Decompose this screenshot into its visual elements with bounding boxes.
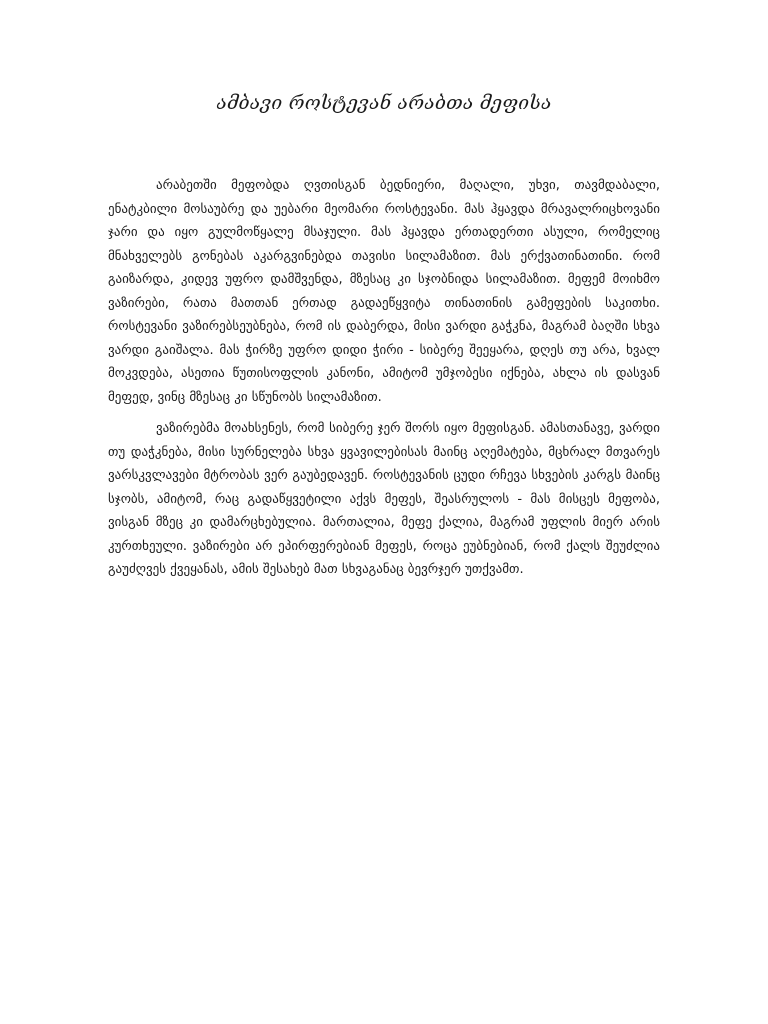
paragraph-2: ვაზირებმა მოახსენეს, რომ სიბერე ჯერ შორს იყო მეფისგან. ამასთანავე, ვარდი თუ დაჭკნება, მისი სურნელება სხვა ყვავილებისას მაინც აღემატება, მცხრალ მთვარეს ვარსკვლავები მტრობას ვერ გაუბედავენ. როსტევანის ცუდი რჩევა სხვების კარგს მაინც სჯობს, ამიტომ, რაც გადაწყვეტილი აქვს მეფეს, შეასრულოს - მას მისცეს მეფობა, ვისგან მზეც კი დამარცხებულია. მართალია, მეფე ქალია, მაგრამ უფლის მიერ არის კურთხეული. ვაზირები არ ეპირფერებიან მეფეს, როცა ეუბნებიან, რომ ქალს შეუძლია გაუძღვეს ქვეყანას, ამის შესახებ მათ სხვაგანაც ბევრჯერ უთქვამთ. (108, 421, 660, 577)
paragraph-1: არაბეთში მეფობდა ღვთისგან ბედნიერი, მაღალი, უხვი, თავმდაბალი, ენატკბილი მოსაუბრე და უებარი მეომარი როსტევანი. მას ჰყავდა მრავალრიცხოვანი ჯარი და იყო გულმოწყალე მსაჯული. მას ჰყავდა ერთადერთი ასული, რომელიც მნახველებს გონებას აკარგვინებდა თავისი სილამაზით. მას ერქვათინათინი. რომ გაიზარდა, კიდევ უფრო დამშვენდა, მზესაც კი სჯობნიდა სილამაზით. მეფემ მოიხმო ვაზირები, რათა მათთან ერთად გადაეწყვიტა თინათინის გამეფების საკითხი. როსტევანი ვაზირებსეუბნება, რომ ის დაბერდა, მისი ვარდი გაჭკნა, მაგრამ ბაღში სხვა ვარდი გაიშალა. მას ჭირზე უფრო დიდი ჭირი - სიბერე შეეყარა, დღეს თუ არა, ხვალ მოკვდება, ასეთია წუთისოფლის კანონი, ამიტომ უმჯობესი იქნება, ახლა ის დასვან მეფედ, ვინც მზესაც კი სწუნობს სილამაზით. (108, 178, 660, 405)
document-title: ამბავი როსტევან არაბთა მეფისა (216, 92, 552, 114)
